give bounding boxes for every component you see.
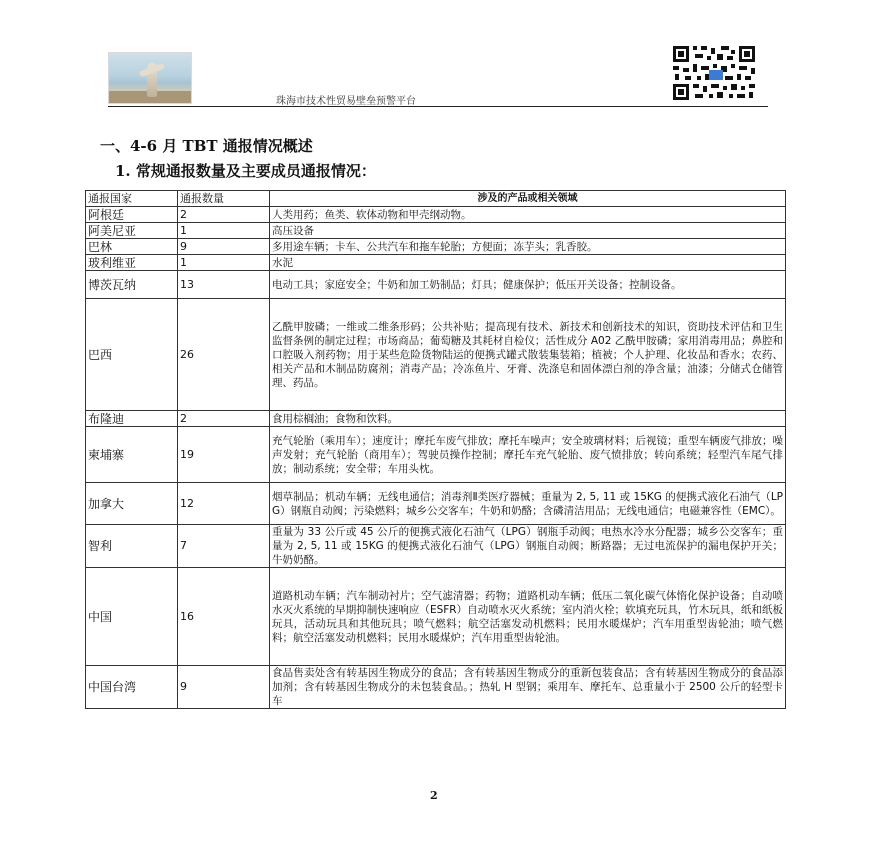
cell-country: 中国 (86, 568, 178, 666)
table-row (86, 666, 786, 709)
section-title: 一、4-6 月 TBT 通报情况概述 (100, 137, 313, 155)
header-fields: 涉及的产品或相关领域 (270, 191, 786, 207)
cell-count: 7 (178, 525, 270, 568)
cell-country: 中国台湾 (86, 666, 178, 709)
table-row (86, 483, 786, 525)
cell-count: 9 (178, 666, 270, 709)
header-count: 通报数量 (178, 191, 270, 207)
cell-count: 1 (178, 255, 270, 271)
cell-fields: 高压设备 (270, 223, 786, 239)
cell-country: 巴林 (86, 239, 178, 255)
cell-fields: 乙酰甲胺磷；一维或二维条形码；公共补贴；提高现有技术、新技术和创新技术的知识，资助技术评估和卫生监督条例的制定过程；市场商品；葡萄糖及其耗材自检仪；活性成分 A02 乙酰甲胺磷；家用消毒用品；鼻腔和口腔吸入剂药物；用于某些危险货物陆运的便携式罐式散装集装箱；植被；个人护理、化妆品和香水；农药、相关产品和木制品防腐剂；消毒产品；冷冻鱼片、牙膏、洗涤皂和固体漂白剂的净含量；油漆；分储式仓储管理、药品。 (270, 299, 786, 411)
cell-country: 阿美尼亚 (86, 223, 178, 239)
cell-country: 阿根廷 (86, 207, 178, 223)
cell-fields: 道路机动车辆；汽车制动衬片；空气滤清器；药物；道路机动车辆；低压二氧化碳气体惰化保护设备；自动喷水灭火系统的早期抑制快速响应（ESFR）自动喷水灭火系统；室内消火栓；软填充玩具，竹木玩具，纸和纸板玩具，活动玩具和其他玩具；喷气燃料；航空活塞发动机燃料；民用水暖煤炉；汽车用重型齿轮油；喷气燃料；航空活塞发动机燃料；民用水暖煤炉；汽车用重型齿轮油。 (270, 568, 786, 666)
table-row (86, 427, 786, 483)
cell-country: 玻利维亚 (86, 255, 178, 271)
cell-fields: 多用途车辆；卡车、公共汽车和拖车轮胎；方便面；冻芋头；乳香胶。 (270, 239, 786, 255)
cell-fields: 充气轮胎（乘用车）；速度计；摩托车废气排放；摩托车噪声；安全玻璃材料；后视镜；重型车辆废气排放；噪声发射；充气轮胎（商用车）；驾驶员操作控制；摩托车充气轮胎、废气愤排放；转向系统；轻型汽车尾气排放；制动系统；安全带；车用头枕。 (270, 427, 786, 483)
cell-fields: 烟草制品；机动车辆；无线电通信；消毒剂Ⅱ类医疗器械；重量为 2, 5, 11 或 15KG 的便携式液化石油气（LPG）钢瓶自动阀；污染燃料；城乡公交客车；牛奶和奶酪；含磷清洁用品；无线电通信；电磁兼容性（EMC）。 (270, 483, 786, 525)
table-row (86, 271, 786, 299)
table-row (86, 411, 786, 427)
cell-count: 19 (178, 427, 270, 483)
cell-country: 巴西 (86, 299, 178, 411)
cell-country: 柬埔寨 (86, 427, 178, 483)
qr-code-icon (671, 44, 757, 102)
tbt-notification-table (85, 190, 786, 709)
table-row (86, 239, 786, 255)
table-row (86, 525, 786, 568)
cell-country: 博茨瓦纳 (86, 271, 178, 299)
table-row (86, 299, 786, 411)
cell-country: 布隆迪 (86, 411, 178, 427)
table-row (86, 207, 786, 223)
cell-count: 13 (178, 271, 270, 299)
cell-fields: 重量为 33 公斤或 45 公斤的便携式液化石油气（LPG）钢瓶手动阀；电热水冷水分配器；城乡公交客车；重量为 2, 5, 11 或 15KG 的便携式液化石油气（LPG）钢瓶自动阀；断路器；无过电流保护的漏电保护开关；牛奶奶酪。 (270, 525, 786, 568)
cell-count: 2 (178, 411, 270, 427)
cell-country: 加拿大 (86, 483, 178, 525)
page-number: 2 (430, 789, 438, 802)
cell-count: 12 (178, 483, 270, 525)
page-header (108, 44, 768, 110)
header-divider (108, 106, 768, 107)
sub-title: 1. 常规通报数量及主要成员通报情况： (115, 162, 376, 180)
header-country: 通报国家 (86, 191, 178, 207)
cell-fields: 人类用药；鱼类、软体动物和甲壳纲动物。 (270, 207, 786, 223)
cell-count: 16 (178, 568, 270, 666)
cell-fields: 食用棕榈油；食物和饮料。 (270, 411, 786, 427)
cell-count: 26 (178, 299, 270, 411)
cell-count: 1 (178, 223, 270, 239)
header-photo (108, 52, 192, 104)
table-header-row (86, 191, 786, 207)
cell-count: 2 (178, 207, 270, 223)
table-row (86, 568, 786, 666)
cell-fields: 水泥 (270, 255, 786, 271)
cell-fields: 电动工具；家庭安全；牛奶和加工奶制品；灯具；健康保护；低压开关设备；控制设备。 (270, 271, 786, 299)
cell-count: 9 (178, 239, 270, 255)
cell-country: 智利 (86, 525, 178, 568)
header-title: 珠海市技术性贸易壁垒预警平台 (276, 96, 416, 107)
table-row (86, 255, 786, 271)
table-row (86, 223, 786, 239)
cell-fields: 食品售卖处含有转基因生物成分的食品；含有转基因生物成分的重新包装食品；含有转基因生物成分的食品添加剂；含有转基因生物成分的未包装食品。；热轧 H 型钢；乘用车、摩托车、总重量小于 2500 公斤的轻型卡车 (270, 666, 786, 709)
